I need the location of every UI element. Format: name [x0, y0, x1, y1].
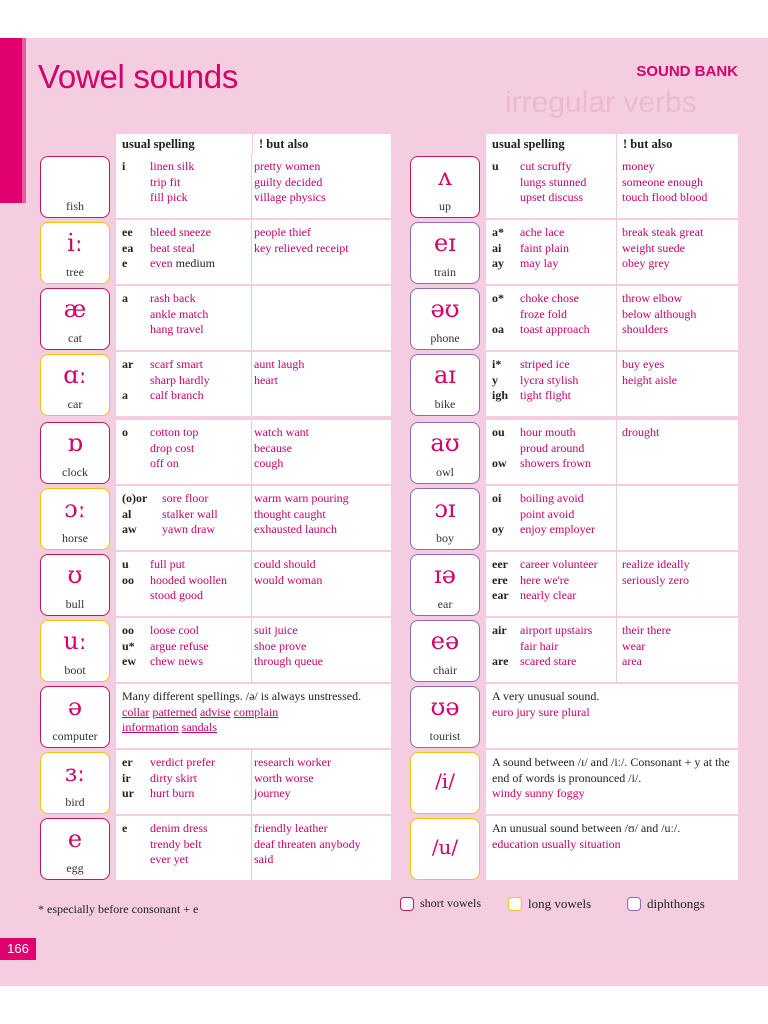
right-phoneme-symbol-9: /i/	[435, 769, 455, 793]
right-row-7	[486, 618, 738, 682]
left-phoneme-symbol-3: ɑː	[63, 361, 87, 389]
left-phoneme-symbol-2: æ	[63, 295, 87, 323]
column-divider	[251, 286, 252, 350]
legend-long	[508, 896, 591, 912]
left-row-9	[116, 750, 391, 814]
left-but-also-1: people thief key relieved receipt	[254, 225, 349, 255]
left-examples-6: full put hooded woollen stood good	[150, 557, 227, 602]
left-phoneme-symbol-8: ə	[67, 693, 83, 721]
right-sound-icon-3	[410, 354, 480, 416]
right-but-also-4: drought	[622, 425, 660, 439]
left-row-5	[116, 486, 391, 550]
right-phoneme-symbol-3: aɪ	[434, 361, 456, 389]
right-sound-icon-5	[410, 488, 480, 550]
right-examples-7: airport upstairs fair hair scared stare	[520, 623, 593, 668]
right-row-3	[486, 352, 738, 416]
column-divider	[251, 618, 252, 682]
left-header-but-also: ! but also	[253, 134, 391, 154]
left-but-also-4: watch want because cough	[254, 425, 309, 470]
left-row-8	[116, 684, 391, 748]
right-spelling-0: u	[492, 159, 499, 173]
column-divider	[251, 816, 252, 880]
legend-diph	[627, 896, 705, 912]
left-but-also-10: friendly leather deaf threaten anybody said	[254, 821, 361, 866]
page-number: 166	[0, 938, 36, 960]
right-row-4	[486, 420, 738, 484]
right-spelling-1: a* ai ay	[492, 225, 504, 270]
right-sound-icon-0	[410, 156, 480, 218]
right-spelling-4: ou ow	[492, 425, 507, 470]
left-example-word-8: computer	[52, 729, 98, 743]
column-divider	[251, 352, 252, 416]
left-spelling-5: (o)or al aw	[122, 491, 148, 536]
left-example-word-4: clock	[62, 465, 88, 479]
right-spelling-2: o* oa	[492, 291, 504, 336]
left-spelling-10: e	[122, 821, 128, 835]
left-spelling-7: oo u* ew	[122, 623, 136, 668]
left-example-word-1: tree	[66, 265, 84, 279]
short-swatch-icon	[400, 897, 414, 911]
left-spelling-4: o	[122, 425, 128, 439]
left-sound-icon-2	[40, 288, 110, 350]
left-spelling-2: a	[122, 291, 128, 305]
right-row-1	[486, 220, 738, 284]
right-row-6	[486, 552, 738, 616]
right-row-description-10: An unusual sound between /ʊ/ and /uː/. education usually situation	[492, 821, 681, 851]
left-but-also-7: suit juice shoe prove through queue	[254, 623, 323, 668]
legend-short	[400, 896, 481, 911]
left-example-word-3: car	[67, 397, 83, 411]
footnote: * especially before consonant + e	[38, 902, 199, 916]
right-examples-6: career volunteer here we're nearly clear	[520, 557, 598, 602]
right-example-word-7: chair	[433, 663, 457, 677]
left-sound-icon-4	[40, 422, 110, 484]
right-example-word-2: phone	[430, 331, 460, 345]
left-example-word-0: fish	[66, 199, 84, 213]
right-spelling-6: eer ere ear	[492, 557, 509, 602]
left-examples-7: loose cool argue refuse chew news	[150, 623, 209, 668]
right-spelling-5: oi oy	[492, 491, 504, 536]
right-row-8	[486, 684, 738, 748]
left-row-6	[116, 552, 391, 616]
right-sound-icon-4	[410, 422, 480, 484]
left-but-also-5: warm warn pouring thought caught exhausted launch	[254, 491, 349, 536]
left-spelling-1: ee ea e	[122, 225, 134, 270]
right-examples-3: striped ice lycra stylish tight flight	[520, 357, 579, 402]
column-divider	[251, 154, 252, 218]
right-header-usual: usual spelling	[486, 134, 616, 154]
left-but-also-3: aunt laugh heart	[254, 357, 305, 387]
right-phoneme-symbol-6: ɪə	[434, 561, 456, 589]
left-sound-icon-6	[40, 554, 110, 616]
left-row-0	[116, 154, 391, 218]
left-spelling-3: ar a	[122, 357, 134, 402]
left-example-word-6: bull	[65, 597, 85, 611]
left-spelling-6: u oo	[122, 557, 134, 587]
left-spelling-0: i	[122, 159, 126, 173]
left-sound-icon-8	[40, 686, 110, 748]
left-row-description-8: Many different spellings. /ə/ is always unstressed. collar patterned advise complain information sandals	[122, 689, 362, 734]
right-phoneme-symbol-0: ʌ	[438, 163, 452, 191]
left-phoneme-symbol-1: iː	[67, 229, 83, 257]
left-row-2	[116, 286, 391, 350]
right-example-word-6: ear	[437, 597, 453, 611]
left-examples-10: denim dress trendy belt ever yet	[150, 821, 208, 866]
right-row-2	[486, 286, 738, 350]
right-row-5	[486, 486, 738, 550]
right-phoneme-symbol-5: ɔɪ	[434, 495, 456, 523]
right-phoneme-symbol-8: ʊə	[430, 693, 460, 721]
right-sound-icon-10	[410, 818, 480, 880]
right-but-also-0: money someone enough touch flood blood	[622, 159, 708, 204]
right-examples-1: ache lace faint plain may lay	[520, 225, 569, 270]
right-examples-5: boiling avoid point avoid enjoy employer	[520, 491, 595, 536]
left-but-also-0: pretty women guilty decided village physics	[254, 159, 326, 204]
left-example-word-10: egg	[66, 861, 84, 875]
right-sound-icon-9	[410, 752, 480, 814]
right-row-10	[486, 816, 738, 880]
left-examples-5: sore floor stalker wall yawn draw	[162, 491, 218, 536]
right-row-description-8: A very unusual sound. euro jury sure plural	[492, 689, 600, 719]
right-example-word-0: up	[439, 199, 451, 213]
left-example-word-2: cat	[68, 331, 82, 345]
left-phoneme-symbol-7: uː	[63, 627, 87, 655]
right-examples-0: cut scruffy lungs stunned upset discuss	[520, 159, 587, 204]
column-divider	[251, 552, 252, 616]
left-phoneme-symbol-6: ʊ	[67, 561, 83, 589]
right-phoneme-symbol-1: eɪ	[434, 229, 456, 257]
right-row-0	[486, 154, 738, 218]
left-phoneme-symbol-4: ɒ	[67, 429, 83, 457]
section-label: SOUND BANK	[636, 63, 738, 80]
left-examples-9: verdict prefer dirty skirt hurt burn	[150, 755, 215, 800]
left-row-7	[116, 618, 391, 682]
left-sound-icon-7	[40, 620, 110, 682]
left-but-also-6: could should would woman	[254, 557, 323, 587]
right-phoneme-symbol-2: əʊ	[430, 295, 460, 323]
right-but-also-3: buy eyes height aisle	[622, 357, 677, 387]
right-spelling-3: i* y igh	[492, 357, 509, 402]
left-row-4	[116, 420, 391, 484]
right-row-description-9: A sound between /ɪ/ and /iː/. Consonant + y at the end of words is pronounced /i/. windy sunny foggy	[492, 755, 730, 800]
right-phoneme-symbol-4: aʊ	[430, 429, 460, 457]
left-example-word-7: boot	[64, 663, 86, 677]
left-examples-3: scarf smart sharp hardly calf branch	[150, 357, 210, 402]
right-sound-icon-6	[410, 554, 480, 616]
left-row-1	[116, 220, 391, 284]
page-spine-bar	[0, 38, 22, 203]
right-phoneme-symbol-7: eə	[430, 627, 460, 655]
right-example-word-5: boy	[436, 531, 454, 545]
right-examples-4: hour mouth proud around showers frown	[520, 425, 591, 470]
legend-long-label: long vowels	[528, 896, 592, 911]
right-but-also-7: their there wear area	[622, 623, 671, 668]
left-examples-0: linen silk trip fit fill pick	[150, 159, 195, 204]
left-example-word-5: horse	[62, 531, 88, 545]
page-title: Vowel sounds	[38, 58, 239, 95]
right-examples-2: choke chose froze fold toast approach	[520, 291, 590, 336]
left-row-10	[116, 816, 391, 880]
left-sound-icon-5	[40, 488, 110, 550]
left-examples-1: bleed sneeze beat steal even medium	[150, 225, 215, 270]
right-header-but-also: ! but also	[617, 134, 738, 154]
right-example-word-8: tourist	[429, 729, 461, 743]
right-row-9	[486, 750, 738, 814]
left-row-3	[116, 352, 391, 416]
left-phoneme-symbol-5: ɔː	[64, 495, 86, 523]
left-spelling-9: er ir ur	[122, 755, 134, 800]
right-sound-icon-7	[410, 620, 480, 682]
column-divider	[251, 220, 252, 284]
left-sound-icon-9	[40, 752, 110, 814]
left-sound-icon-3	[40, 354, 110, 416]
left-examples-4: cotton top drop cost off on	[150, 425, 199, 470]
left-phoneme-symbol-10: e	[67, 825, 83, 853]
right-spelling-7: air are	[492, 623, 509, 668]
legend-diph-label: diphthongs	[647, 896, 705, 911]
left-header-usual: usual spelling	[116, 134, 252, 154]
right-but-also-1: break steak great weight suede obey grey	[622, 225, 704, 270]
left-sound-icon-1	[40, 222, 110, 284]
long-swatch-icon	[508, 897, 522, 911]
left-example-word-9: bird	[65, 795, 85, 809]
legend-short-label: short vowels	[420, 896, 481, 910]
left-sound-icon-0	[40, 156, 110, 218]
right-sound-icon-8	[410, 686, 480, 748]
left-but-also-9: research worker worth worse journey	[254, 755, 331, 800]
right-example-word-1: train	[434, 265, 456, 279]
right-phoneme-symbol-10: /u/	[431, 835, 459, 859]
bleed-through-text: irregular verbs	[505, 86, 697, 119]
right-but-also-2: throw elbow below although shoulders	[622, 291, 697, 336]
right-sound-icon-1	[410, 222, 480, 284]
left-sound-icon-10	[40, 818, 110, 880]
right-example-word-3: bike	[434, 397, 456, 411]
left-phoneme-symbol-9: ɜː	[64, 759, 86, 787]
diph-swatch-icon	[627, 897, 641, 911]
column-divider	[251, 750, 252, 814]
right-sound-icon-2	[410, 288, 480, 350]
left-examples-2: rash back ankle match hang travel	[150, 291, 209, 336]
right-example-word-4: owl	[436, 465, 454, 479]
right-but-also-6: realize ideally seriously zero	[622, 557, 690, 587]
column-divider	[251, 420, 252, 484]
